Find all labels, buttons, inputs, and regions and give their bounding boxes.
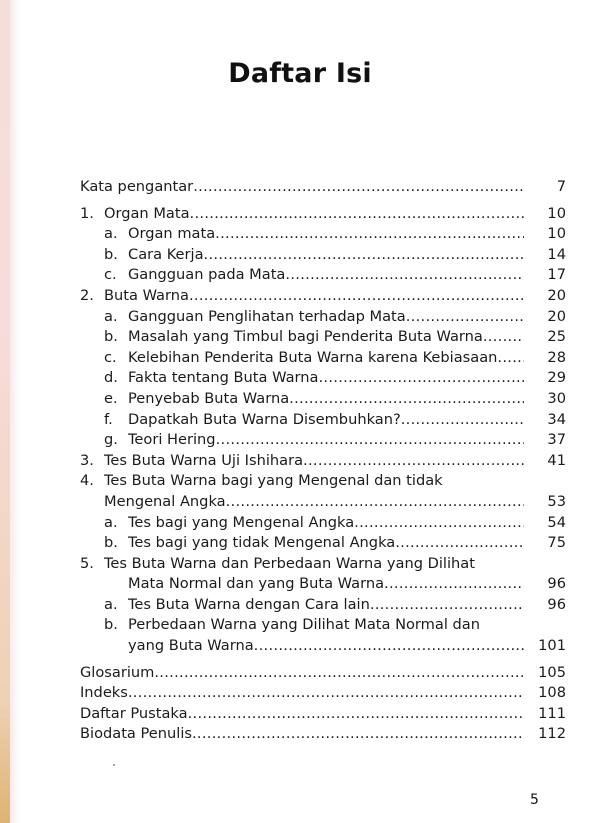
toc-entry-marker: g.	[104, 431, 118, 449]
toc-entry[interactable]	[80, 410, 580, 431]
table-of-contents	[80, 177, 580, 745]
toc-entry-label: Fakta tentang Buta Warna	[128, 369, 319, 387]
toc-entry-label: Biodata Penulis	[80, 725, 192, 743]
dot-leader	[318, 368, 524, 389]
toc-entry-label: Indeks	[80, 684, 128, 702]
toc-entry-page: 75	[547, 534, 566, 552]
toc-entry-page: 96	[547, 595, 566, 613]
toc-entry-marker: a.	[104, 225, 118, 243]
toc-entry-label: Buta Warna	[104, 286, 189, 304]
dot-leader	[406, 307, 524, 328]
toc-entry[interactable]	[80, 471, 580, 492]
page-edge-fade	[10, 0, 20, 823]
dot-leader	[190, 204, 524, 225]
dot-leader	[189, 286, 524, 307]
dot-leader	[216, 430, 524, 451]
toc-entry-page: 10	[547, 204, 566, 222]
toc-entry-page: 29	[547, 369, 566, 387]
toc-entry-continuation[interactable]	[80, 492, 580, 513]
toc-entry-page: 54	[547, 513, 566, 531]
toc-entry-label-continued: Mengenal Angka	[104, 492, 226, 510]
toc-entry[interactable]	[80, 204, 580, 225]
toc-entry-page: 30	[547, 389, 566, 407]
toc-entry-label: Cara Kerja	[128, 245, 204, 263]
toc-entry-marker: d.	[104, 369, 118, 387]
toc-entry-label: Tes Buta Warna bagi yang Mengenal dan tidak	[104, 472, 443, 490]
toc-entry-marker: b.	[104, 616, 118, 634]
dot-leader	[401, 410, 524, 431]
dot-leader	[254, 636, 524, 657]
toc-entry-label: Tes Buta Warna dengan Cara lain	[128, 595, 370, 613]
toc-entry-page: 105	[538, 663, 566, 681]
toc-entry-label-continued: Mata Normal dan yang Buta Warna	[128, 575, 385, 593]
dot-leader	[192, 724, 524, 745]
toc-entry-continuation[interactable]	[80, 574, 580, 595]
toc-entry[interactable]	[80, 451, 580, 472]
dot-leader	[128, 683, 524, 704]
toc-entry-marker: 5.	[80, 554, 94, 572]
dot-leader	[395, 533, 524, 554]
dot-leader	[193, 177, 524, 198]
dot-leader	[215, 224, 524, 245]
toc-entry-page: 101	[538, 637, 566, 655]
toc-entry-page: 17	[547, 266, 566, 284]
toc-entry-page: 111	[538, 704, 566, 722]
page-title: Daftar Isi	[228, 58, 372, 90]
toc-entry-page: 112	[538, 725, 566, 743]
toc-entry-label: Glosarium	[80, 663, 155, 681]
dot-leader	[289, 389, 524, 410]
dot-leader	[303, 451, 524, 472]
dot-leader	[204, 245, 524, 266]
paper-speck	[113, 764, 115, 766]
toc-entry-label: Daftar Pustaka	[80, 704, 188, 722]
toc-entry-label-continued: yang Buta Warna	[128, 637, 254, 655]
toc-entry-marker: b.	[104, 534, 118, 552]
toc-entry-page: 96	[547, 575, 566, 593]
toc-entry[interactable]	[80, 554, 580, 575]
toc-entry-marker: e.	[104, 389, 118, 407]
toc-entry[interactable]	[80, 245, 580, 266]
toc-entry-page: 20	[547, 286, 566, 304]
dot-leader	[497, 348, 524, 369]
toc-entry-marker: c.	[104, 266, 117, 284]
toc-entry[interactable]	[80, 683, 580, 704]
toc-entry-label: Kata pengantar	[80, 178, 194, 195]
toc-entry-marker: 4.	[80, 472, 94, 490]
toc-entry-label: Tes bagi yang tidak Mengenal Angka	[128, 534, 396, 552]
toc-entry[interactable]	[80, 348, 580, 369]
toc-entry-label: Organ Mata	[104, 204, 190, 222]
toc-entry[interactable]	[80, 265, 580, 286]
toc-entry-label: Masalah yang Timbul bagi Penderita Buta Warna	[128, 328, 483, 346]
toc-entry[interactable]	[80, 704, 580, 725]
toc-entry[interactable]	[80, 286, 580, 307]
toc-entry-page: 20	[547, 307, 566, 325]
toc-entry-marker: f.	[104, 410, 113, 428]
toc-entry-label: Dapatkah Buta Warna Disembuhkan?	[128, 410, 401, 428]
page-edge-tint	[0, 0, 10, 823]
toc-entry-marker: 2.	[80, 286, 94, 304]
toc-entry-label: Kelebihan Penderita Buta Warna karena Kebiasaan	[128, 348, 498, 366]
dot-leader	[384, 574, 524, 595]
toc-entry-label: Gangguan Penglihatan terhadap Mata	[128, 307, 406, 325]
toc-entry-label: Teori Hering	[128, 431, 216, 449]
toc-entry-page: 7	[556, 178, 566, 195]
toc-entry[interactable]	[80, 513, 580, 534]
toc-entry-label: Tes Buta Warna Uji Ishihara	[104, 451, 304, 469]
toc-entry-label: Tes bagi yang Mengenal Angka	[128, 513, 355, 531]
toc-entry-page: 28	[547, 348, 566, 366]
toc-entry-page: 53	[547, 492, 566, 510]
toc-entry[interactable]	[80, 177, 580, 198]
toc-entry[interactable]	[80, 663, 580, 684]
dot-leader	[154, 663, 524, 684]
toc-entry[interactable]	[80, 368, 580, 389]
toc-entry[interactable]	[80, 724, 580, 745]
dot-leader	[483, 327, 524, 348]
dot-leader	[370, 595, 524, 616]
page-number: 5	[530, 792, 539, 808]
dot-leader	[285, 265, 524, 286]
toc-entry-page: 37	[547, 431, 566, 449]
toc-entry-label: Penyebab Buta Warna	[128, 389, 290, 407]
toc-entry-page: 10	[547, 225, 566, 243]
toc-entry-page: 41	[547, 451, 566, 469]
dot-leader	[226, 492, 524, 513]
toc-entry-marker: b.	[104, 245, 118, 263]
toc-entry[interactable]	[80, 389, 580, 410]
toc-entry-continuation[interactable]	[80, 636, 580, 657]
toc-entry-page: 34	[547, 410, 566, 428]
dot-leader	[354, 513, 524, 534]
toc-entry-page: 108	[538, 684, 566, 702]
toc-entry[interactable]	[80, 327, 580, 348]
toc-entry-label: Gangguan pada Mata	[128, 266, 286, 284]
toc-entry[interactable]	[80, 430, 580, 451]
toc-entry-marker: b.	[104, 328, 118, 346]
toc-entry[interactable]	[80, 307, 580, 328]
toc-entry-marker: a.	[104, 513, 118, 531]
toc-entry-label: Tes Buta Warna dan Perbedaan Warna yang Dilihat	[104, 554, 475, 572]
toc-entry-marker: a.	[104, 307, 118, 325]
dot-leader	[188, 704, 524, 725]
toc-entry[interactable]	[80, 533, 580, 554]
toc-entry-marker: 3.	[80, 451, 94, 469]
toc-entry-marker: 1.	[80, 204, 94, 222]
toc-entry-label: Organ mata	[128, 225, 216, 243]
toc-entry-marker: a.	[104, 595, 118, 613]
toc-entry[interactable]	[80, 224, 580, 245]
toc-entry-marker: c.	[104, 348, 117, 366]
toc-entry-page: 25	[547, 328, 566, 346]
toc-entry-page: 14	[547, 245, 566, 263]
toc-entry[interactable]	[80, 615, 580, 636]
toc-entry-label: Perbedaan Warna yang Dilihat Mata Normal dan	[128, 616, 480, 634]
toc-entry[interactable]	[80, 595, 580, 616]
